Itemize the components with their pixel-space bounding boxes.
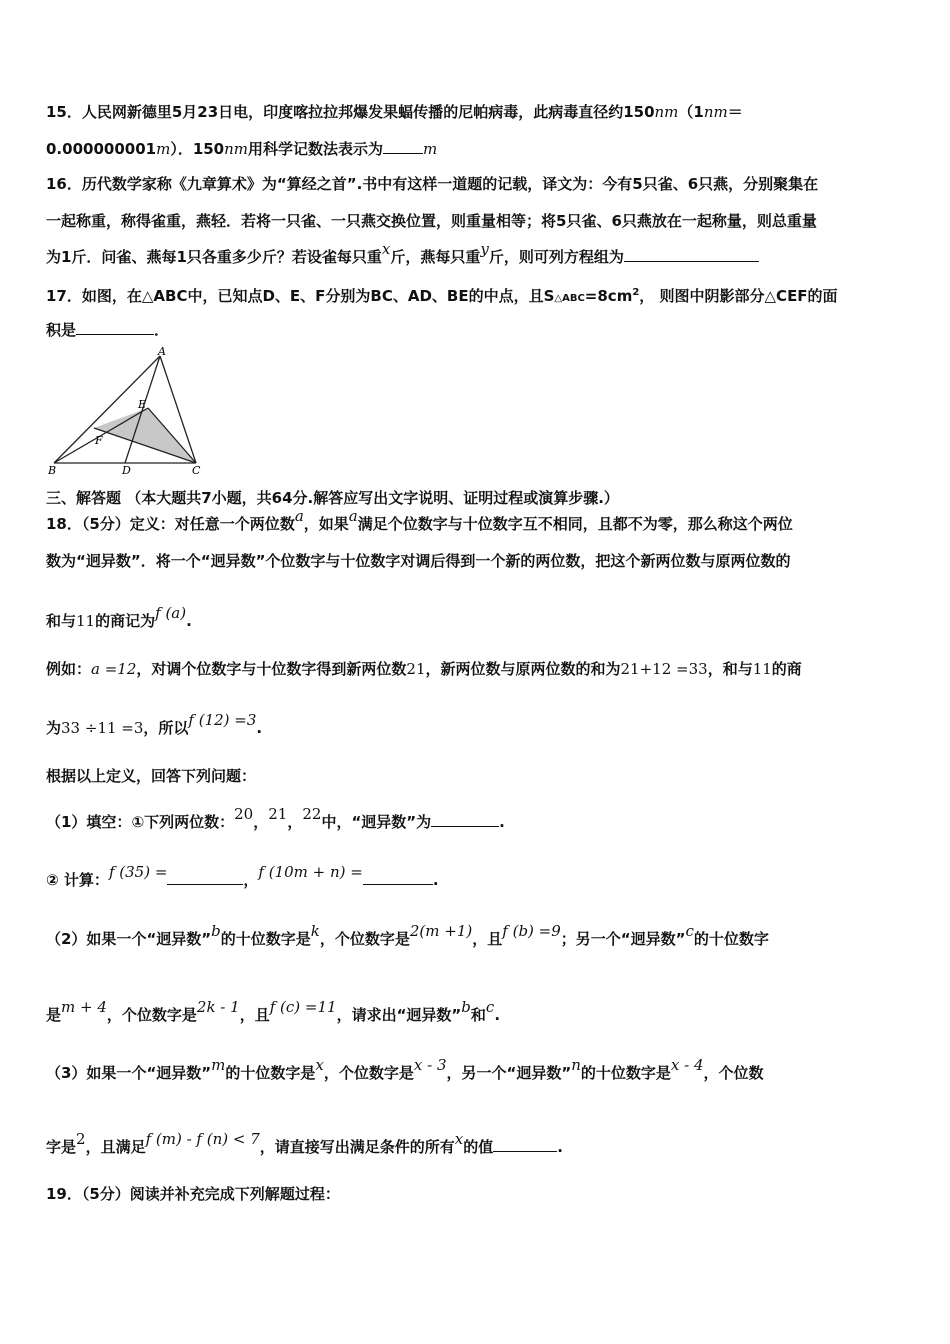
q18-example-2: 为33 ÷11 =3，所以f (12) =3. (46, 711, 263, 737)
label-e: E (138, 398, 147, 411)
answer-blank (383, 139, 423, 154)
label-d: D (122, 464, 131, 476)
q15-line-2: 0.000000001m）．150nm用科学记数法表示为 m (46, 140, 438, 158)
section-3-title: 三、解答题 （本大题共7小题，共64分.解答应写出文字说明、证明过程或演算步骤.） (46, 489, 619, 507)
q17-line-2: 积是 ． (46, 321, 170, 339)
q19-line: 19．（5分）阅读并补充完成下列解题过程： (46, 1185, 340, 1203)
q18-part-3-line-2: 字是2，且满足f (m) - f (n) < 7，请直接写出满足条件的所有x的值 . (46, 1130, 563, 1156)
q18-example-1: 例如：a =12，对调个位数字与十位数字得到新两位数21，新两位数与原两位数的和为21+12 =33，和与11的商 (46, 660, 802, 678)
q18-line-3: 和与11的商记为f (a). (46, 604, 192, 630)
answer-blank (167, 870, 243, 885)
label-c: C (192, 464, 201, 476)
q18-line-1: 18．（5分）定义：对任意一个两位数a，如果a满足个位数字与十位数字互不相同，且都不为零，那么称这个两位 (46, 507, 793, 533)
answer-blank (431, 812, 499, 827)
answer-blank (493, 1137, 557, 1152)
q18-part-3-line-1: （3）如果一个“迥异数”m的十位数字是x，个位数字是x - 3，另一个“迥异数”n的十位数字是x - 4，个位数 (46, 1056, 764, 1082)
label-a: A (158, 346, 166, 358)
q18-part-1-compute: ② 计算：f (35) = ，f (10m + n) = . (46, 863, 439, 889)
answer-blank (76, 320, 154, 335)
label-b: B (48, 464, 57, 476)
answer-blank (624, 247, 759, 262)
triangle-figure (46, 346, 216, 476)
q15-line-1: 15．人民网新德里5月23日电，印度喀拉拉邦爆发果蝠传播的尼帕病毒，此病毒直径约150nm（1nm＝ (46, 103, 743, 121)
q18-line-2: 数为“迥异数”．将一个“迥异数”个位数字与十位数字对调后得到一个新的两位数，把这个新两位数与原两位数的 (46, 552, 791, 570)
label-f: F (95, 434, 103, 447)
q17-line-1: 17．如图，在△ABC中，已知点D、E、F分别为BC、AD、BE的中点，且$S\triangle ABC=8cm^2$， 则图中阴影部分△CEF的面 (46, 287, 838, 305)
q16-line-1: 16．历代数学家称《九章算术》为“算经之首”.书中有这样一道题的记载，译文为：今有5只雀、6只燕，分别聚集在 (46, 175, 819, 193)
q16-line-3: 为1斤．问雀、燕每1只各重多少斤？若设雀每只重x斤，燕每只重y斤，则可列方程组为 (46, 247, 759, 267)
answer-blank (363, 870, 433, 885)
q18-part-2-line-1: （2）如果一个“迥异数”b的十位数字是k，个位数字是2(m +1)，且f (b) =9；另一个“迥异数”c的十位数字 (46, 922, 769, 948)
q16-line-2: 一起称重，称得雀重，燕轻．若将一只雀、一只燕交换位置，则重量相等；将5只雀、6只燕放在一起称量，则总重量 (46, 212, 817, 230)
q18-prompt: 根据以上定义，回答下列问题： (46, 767, 257, 785)
q18-part-2-line-2: 是m + 4，个位数字是2k - 1，且f (c) =11，请求出“迥异数”b和c. (46, 998, 501, 1024)
q18-part-1: （1）填空：①下列两位数：20，21，22中，“迥异数”为 . (46, 805, 505, 831)
